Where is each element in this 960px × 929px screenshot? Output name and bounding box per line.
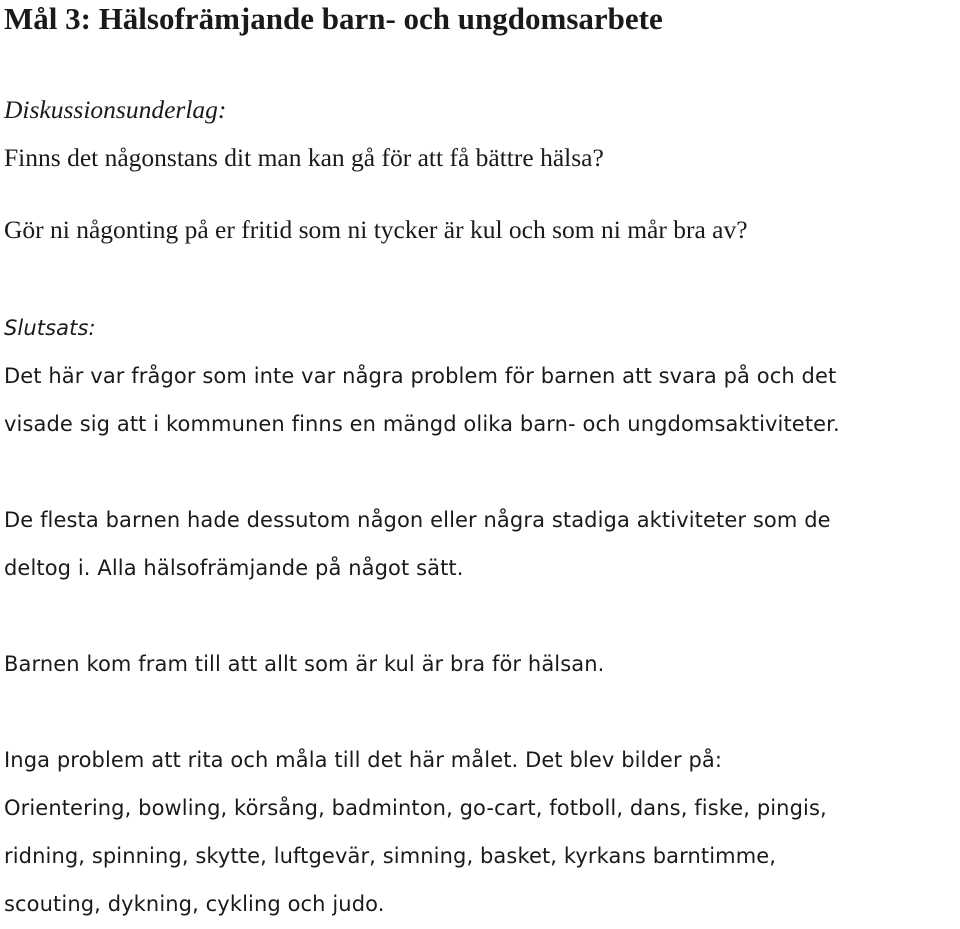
conclusion-paragraph-2: [4, 496, 840, 592]
paragraph-line: Barnen kom fram till att allt som är kul är bra för hälsan.: [4, 652, 605, 676]
paragraph-line: scouting, dykning, cykling och judo.: [4, 892, 385, 916]
discussion-label: Diskussionsunderlag:: [4, 95, 227, 124]
page-title: Mål 3: Hälsofrämjande barn- och ungdomsarbete: [4, 1, 663, 36]
conclusion-paragraph-1: [4, 352, 840, 448]
paragraph-line: deltog i. Alla hälsofrämjande på något sätt.: [4, 556, 464, 580]
discussion-section: [4, 86, 748, 254]
paragraph-line: De flesta barnen hade dessutom någon eller några stadiga aktiviteter som de: [4, 508, 831, 532]
paragraph-line: Det här var frågor som inte var några problem för barnen att svara på och det: [4, 364, 837, 388]
paragraph-line: visade sig att i kommunen finns en mängd olika barn- och ungdomsaktiviteter.: [4, 412, 840, 436]
paragraph-line: ridning, spinning, skytte, luftgevär, simning, basket, kyrkans barntimme,: [4, 844, 777, 868]
conclusion-label: Slutsats:: [4, 316, 96, 340]
conclusion-section: [4, 304, 840, 928]
conclusion-paragraph-3: [4, 640, 840, 688]
paragraph-line: Inga problem att rita och måla till det här målet. Det blev bilder på:: [4, 748, 723, 772]
conclusion-paragraph-4: [4, 736, 840, 928]
discussion-question-1: Finns det någonstans dit man kan gå för att få bättre hälsa?: [4, 143, 604, 172]
paragraph-line: Orientering, bowling, körsång, badminton, go-cart, fotboll, dans, fiske, pingis,: [4, 796, 827, 820]
discussion-question-2: Gör ni någonting på er fritid som ni tycker är kul och som ni mår bra av?: [4, 215, 748, 244]
